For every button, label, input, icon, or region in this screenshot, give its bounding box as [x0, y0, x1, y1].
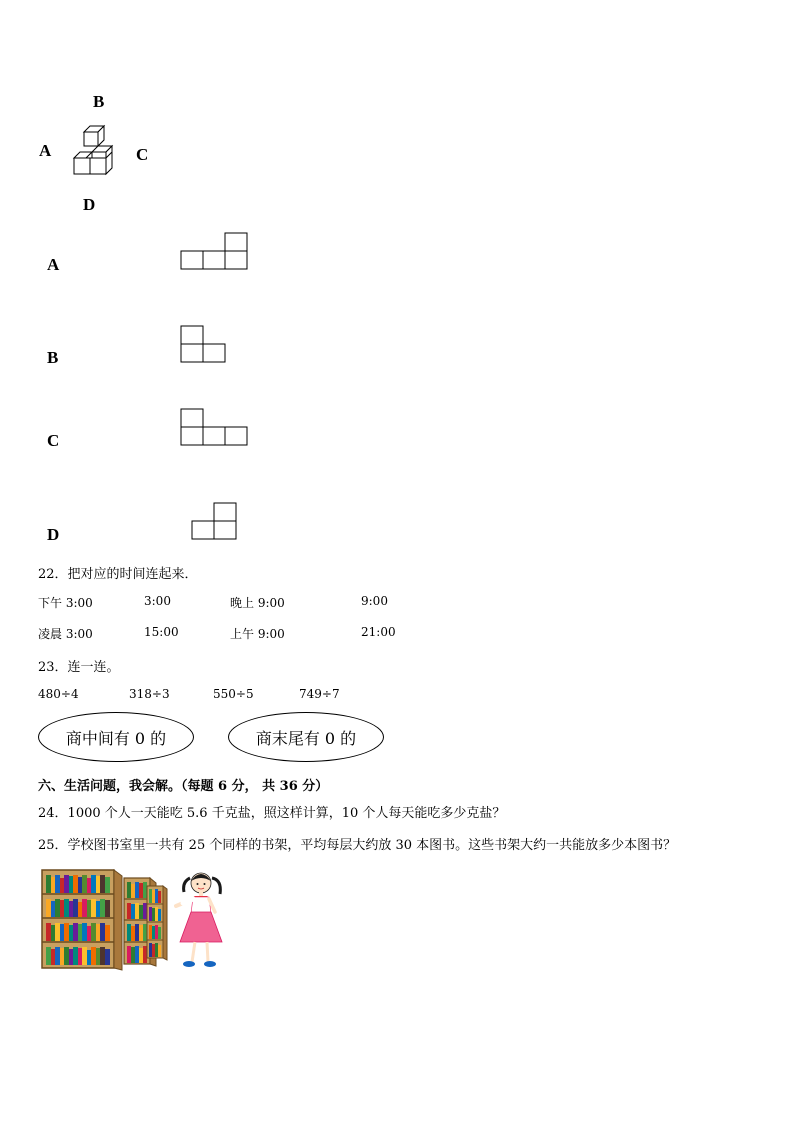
q25-text: 25．学校图书室里一共有 25 个同样的书架，平均每层大约放 30 本图书。这些书架大约一共能放多少本图书？: [38, 838, 677, 853]
option-d-label: D: [47, 525, 60, 544]
view-label-bottom: D: [83, 195, 96, 214]
q22-row2-item3: 上午 9:00: [230, 627, 285, 641]
oval-middle-zero: 商中间有 0 的: [38, 712, 194, 762]
q23-item4: 749÷7: [299, 687, 340, 701]
q23-item2: 318÷3: [129, 687, 170, 701]
section6-heading: 六、生活问题，我会解。（每题 6 分， 共 36 分）: [38, 779, 329, 794]
option-c-figure: [180, 408, 252, 448]
view-label-left: A: [39, 141, 52, 160]
view-label-top: B: [93, 92, 105, 111]
view-label-right: C: [136, 145, 149, 164]
q22-row2-item2: 15:00: [144, 625, 179, 639]
cube-stack-figure: [72, 126, 122, 178]
option-a-label: A: [47, 255, 60, 274]
q22-row1-item2: 3:00: [144, 594, 171, 608]
q22-row2-item1: 凌晨 3:00: [38, 627, 93, 641]
option-b-label: B: [47, 348, 59, 367]
q22-row1-item1: 下午 3:00: [38, 596, 93, 610]
oval-end-zero: 商末尾有 0 的: [228, 712, 384, 762]
option-c-label: C: [47, 431, 60, 450]
q22-row1-item3: 晚上 9:00: [230, 596, 285, 610]
q22-title: 22．把对应的时间连起来．: [38, 567, 198, 582]
option-d-figure: [191, 502, 241, 542]
q22-row2-item4: 21:00: [361, 625, 396, 639]
q23-title: 23．连一连。: [38, 660, 120, 675]
bookshelf-girl-illustration: [40, 866, 230, 974]
option-a-figure: [180, 232, 250, 272]
option-b-figure: [180, 325, 230, 365]
q23-item3: 550÷5: [213, 687, 254, 701]
q22-row1-item4: 9:00: [361, 594, 388, 608]
q24-text: 24．1000 个人一天能吃 5.6 千克盐，照这样计算，10 个人每天能吃多少克盐？: [38, 806, 506, 821]
q23-item1: 480÷4: [38, 687, 79, 701]
